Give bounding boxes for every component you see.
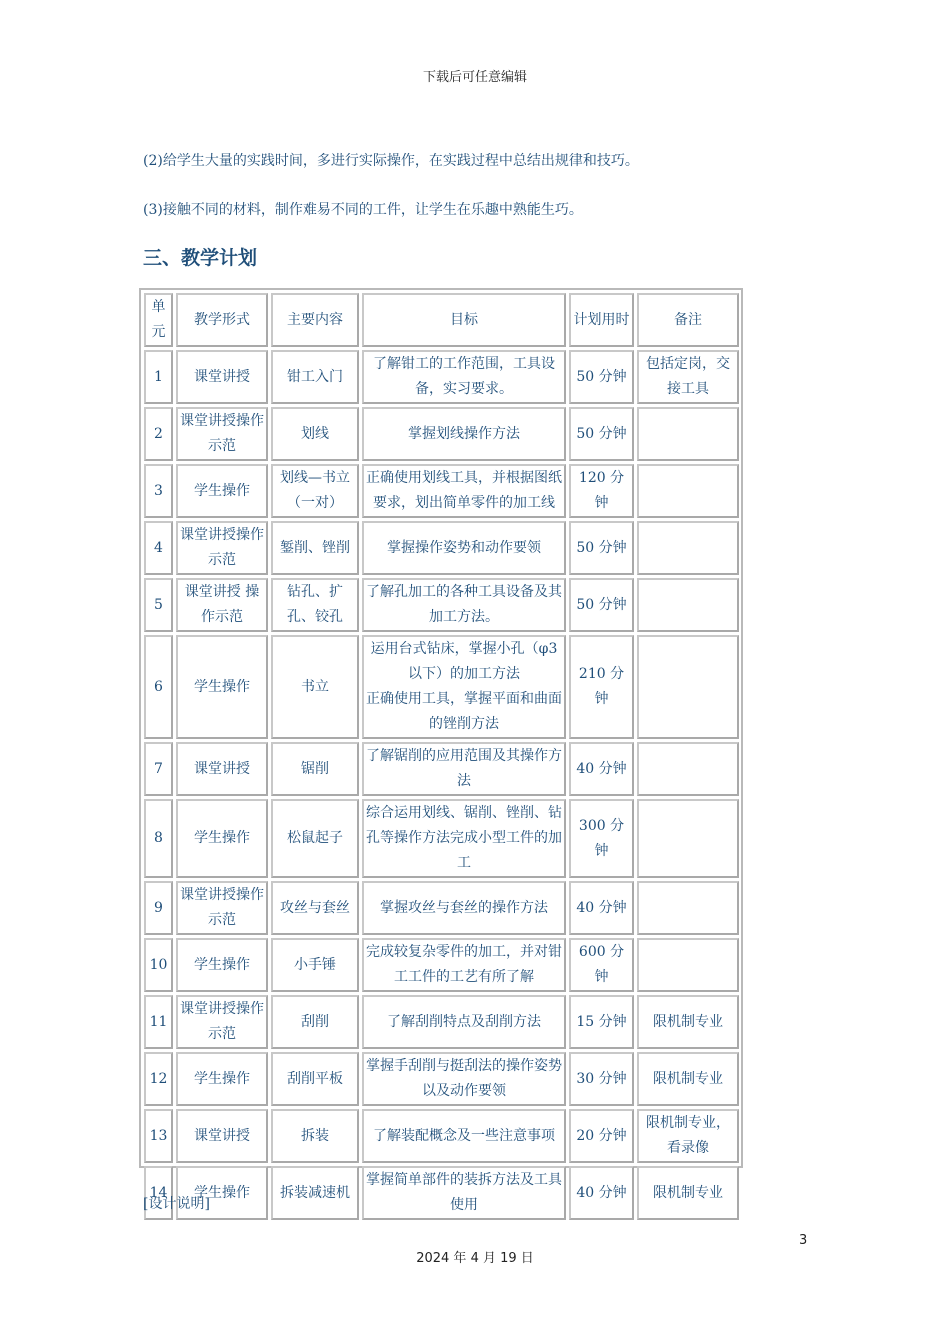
cell-content: 刮削平板 [271,1052,359,1106]
design-note: [设计说明] [143,1196,210,1212]
header-cell-goal: 目标 [362,293,566,347]
cell-remark [637,578,739,632]
cell-form: 课堂讲授操作示范 [176,407,268,461]
cell-goal: 正确使用划线工具，并根据图纸要求，划出简单零件的加工线 [362,464,566,518]
header-cell-content: 主要内容 [271,293,359,347]
table-row [144,881,739,935]
cell-remark [637,464,739,518]
cell-form: 课堂讲授操作示范 [176,881,268,935]
cell-remark [637,521,739,575]
header-cell-remark: 备注 [637,293,739,347]
table-row [144,742,739,796]
cell-time: 30 分钟 [569,1052,634,1106]
cell-remark: 限机制专业，看录像 [637,1109,739,1163]
cell-goal: 掌握手刮削与挺刮法的操作姿势以及动作要领 [362,1052,566,1106]
cell-time: 600 分钟 [569,938,634,992]
cell-content: 錾削、锉削 [271,521,359,575]
cell-unit: 2 [144,407,173,461]
cell-remark: 限机制专业 [637,1052,739,1106]
cell-goal: 综合运用划线、锯削、锉削、钻孔等操作方法完成小型工件的加工 [362,799,566,878]
cell-goal: 了解刮削特点及刮削方法 [362,995,566,1049]
cell-goal: 了解孔加工的各种工具设备及其加工方法。 [362,578,566,632]
cell-unit: 4 [144,521,173,575]
cell-content: 钻孔、扩孔、铰孔 [271,578,359,632]
cell-remark [637,407,739,461]
cell-remark: 包括定岗，交接工具 [637,350,739,404]
table-row [144,464,739,518]
cell-goal: 掌握操作姿势和动作要领 [362,521,566,575]
cell-time: 40 分钟 [569,881,634,935]
page-number: 3 [799,1233,808,1248]
table-row [144,578,739,632]
cell-form: 学生操作 [176,799,268,878]
table-row [144,995,739,1049]
cell-time: 50 分钟 [569,521,634,575]
cell-unit: 12 [144,1052,173,1106]
paragraph-practice-time: (2)给学生大量的实践时间，多进行实际操作，在实践过程中总结出规律和技巧。 [143,153,639,169]
cell-remark [637,742,739,796]
cell-form: 课堂讲授 操作示范 [176,578,268,632]
cell-goal: 运用台式钻床，掌握小孔（φ3以下）的加工方法 正确使用工具，掌握平面和曲面的锉削方法 [362,635,566,739]
table-row [144,407,739,461]
cell-unit: 13 [144,1109,173,1163]
cell-remark [637,799,739,878]
section-heading: 三、教学计划 [143,247,258,269]
cell-unit: 1 [144,350,173,404]
header-cell-unit: 单元 [144,293,173,347]
cell-content: 划线 [271,407,359,461]
cell-time: 50 分钟 [569,578,634,632]
cell-remark: 限机制专业 [637,995,739,1049]
cell-content: 钳工入门 [271,350,359,404]
cell-content: 小手锤 [271,938,359,992]
cell-form: 课堂讲授 [176,742,268,796]
cell-unit: 11 [144,995,173,1049]
cell-form: 学生操作 [176,1052,268,1106]
cell-time: 50 分钟 [569,407,634,461]
cell-remark [637,881,739,935]
header-cell-time: 计划用时 [569,293,634,347]
cell-content: 拆装减速机 [271,1166,359,1220]
cell-goal: 掌握简单部件的装拆方法及工具使用 [362,1166,566,1220]
cell-goal: 了解钳工的工作范围，工具设备，实习要求。 [362,350,566,404]
cell-form: 学生操作 [176,1166,268,1220]
page-header: 下载后可任意编辑 [422,70,527,85]
table-row [144,1109,739,1163]
table-row [144,521,739,575]
cell-content: 刮削 [271,995,359,1049]
cell-unit: 7 [144,742,173,796]
cell-time: 300 分钟 [569,799,634,878]
cell-time: 210 分钟 [569,635,634,739]
cell-time: 40 分钟 [569,742,634,796]
table-row [144,350,739,404]
cell-unit: 3 [144,464,173,518]
cell-unit: 10 [144,938,173,992]
table-row [144,635,739,739]
cell-goal: 了解装配概念及一些注意事项 [362,1109,566,1163]
cell-content: 攻丝与套丝 [271,881,359,935]
cell-goal: 掌握攻丝与套丝的操作方法 [362,881,566,935]
cell-content: 锯削 [271,742,359,796]
table-row [144,799,739,878]
table-row [144,938,739,992]
footer-date: 2024 年 4 月 19 日 [416,1251,534,1266]
table-row [144,1052,739,1106]
cell-form: 课堂讲授操作示范 [176,995,268,1049]
cell-time: 20 分钟 [569,1109,634,1163]
header-cell-form: 教学形式 [176,293,268,347]
cell-unit: 5 [144,578,173,632]
cell-content: 拆装 [271,1109,359,1163]
cell-form: 课堂讲授 [176,350,268,404]
cell-content: 松鼠起子 [271,799,359,878]
cell-time: 120 分钟 [569,464,634,518]
cell-time: 50 分钟 [569,350,634,404]
cell-goal: 掌握划线操作方法 [362,407,566,461]
cell-content: 划线—书立（一对） [271,464,359,518]
cell-form: 课堂讲授操作示范 [176,521,268,575]
cell-form: 学生操作 [176,635,268,739]
table-header-row [144,293,739,347]
cell-goal: 完成较复杂零件的加工，并对钳工工件的工艺有所了解 [362,938,566,992]
cell-goal: 了解锯削的应用范围及其操作方法 [362,742,566,796]
cell-content: 书立 [271,635,359,739]
cell-time: 15 分钟 [569,995,634,1049]
paragraph-materials: (3)接触不同的材料，制作难易不同的工件，让学生在乐趣中熟能生巧。 [143,202,583,218]
table-row [144,1166,739,1220]
cell-remark [637,938,739,992]
cell-unit: 9 [144,881,173,935]
cell-time: 40 分钟 [569,1166,634,1220]
cell-unit: 6 [144,635,173,739]
cell-unit: 8 [144,799,173,878]
cell-unit: 14 [144,1166,173,1220]
cell-remark: 限机制专业 [637,1166,739,1220]
cell-form: 学生操作 [176,938,268,992]
cell-form: 学生操作 [176,464,268,518]
cell-remark [637,635,739,739]
cell-form: 课堂讲授 [176,1109,268,1163]
